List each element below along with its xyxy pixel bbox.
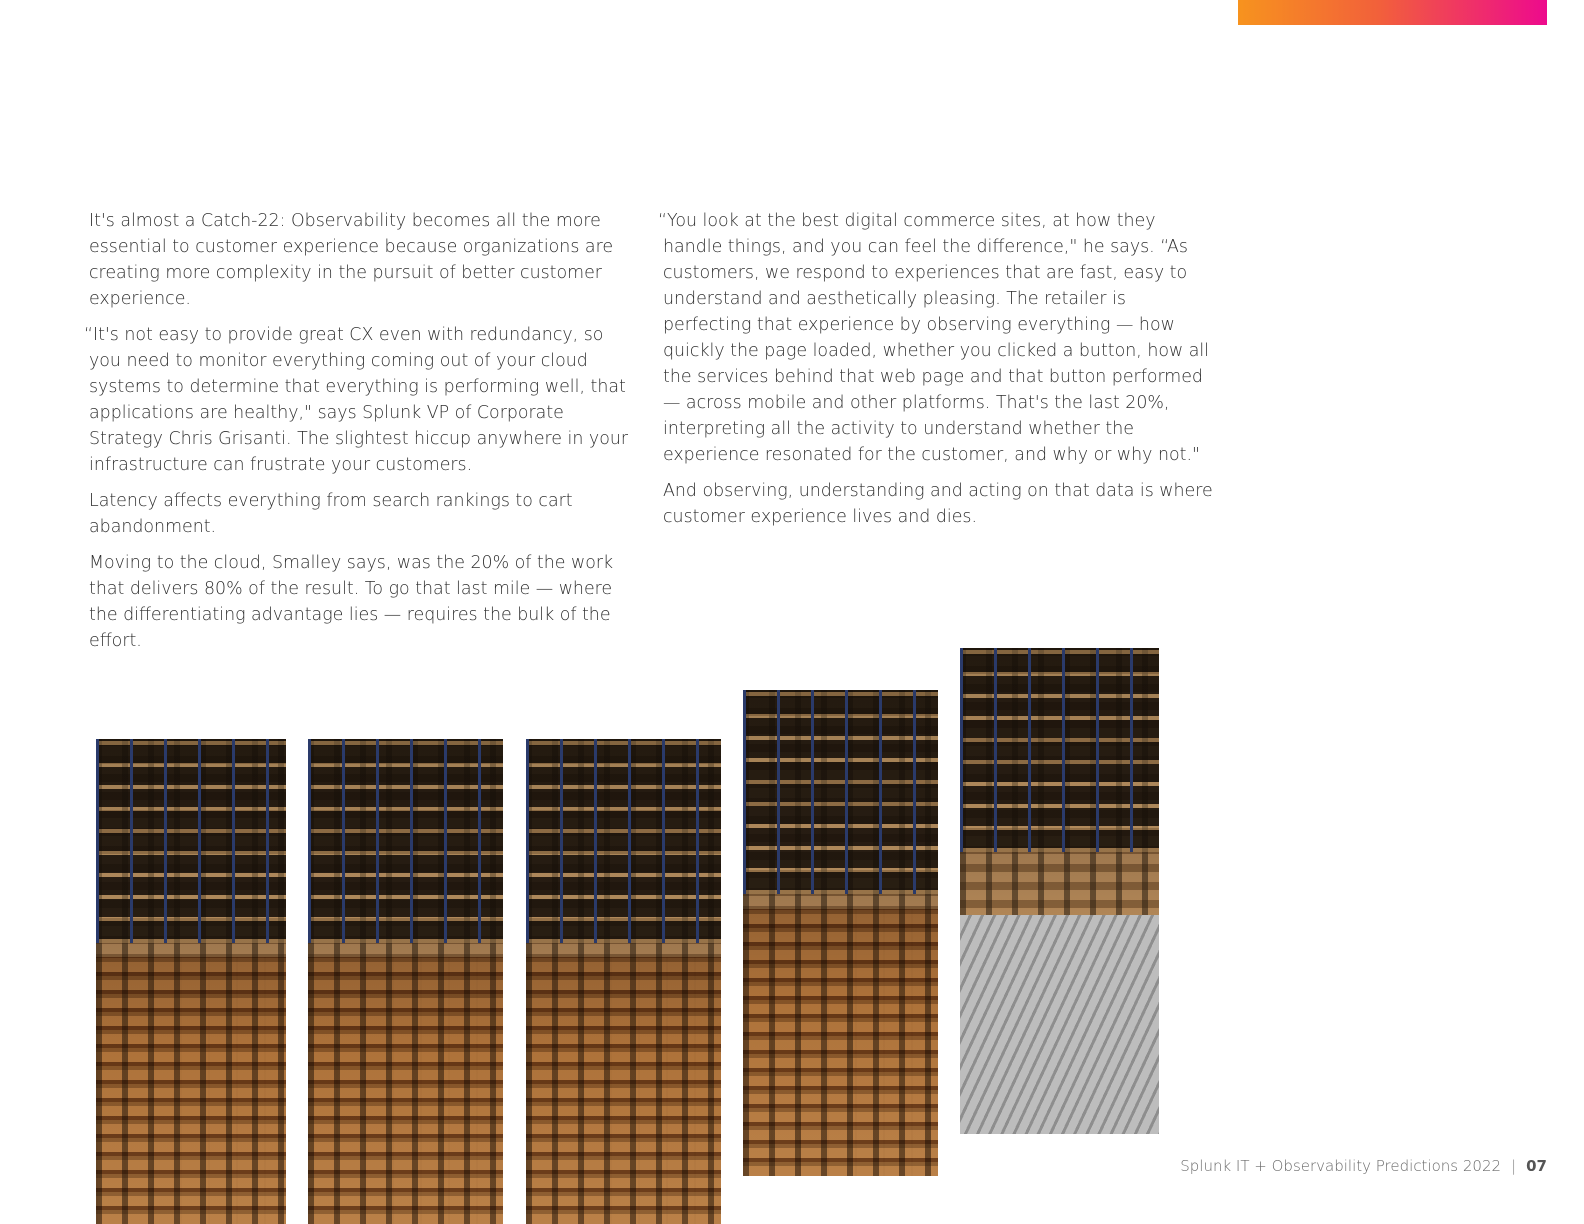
warehouse-photo-5 [960, 648, 1159, 1134]
paragraph: “You look at the best digital commerce sites, at how they handle things, and you can feel the difference," he says. “As customers, we respond to experiences that are fast, easy to understand and aesthetically pleasing. The retailer is perfecting that experience by observing everything — how quickly the page loaded, whether you clicked a button, how all the services behind that web page and that button performed — across mobile and other platforms. That's the last 20%, interpreting all the activity to understand whether the experience resonated for the customer, and why or why not." [658, 211, 1210, 465]
paragraph: And observing, understanding and acting on that data is where customer experience lives and dies. [663, 481, 1213, 527]
footer-separator: | [1511, 1157, 1517, 1175]
paragraph: Moving to the cloud, Smalley says, was the 20% of the work that delivers 80% of the result. To go that last mile — where the differentiating advantage lies — requires the bulk of the effort. [89, 553, 614, 651]
page-footer [1180, 1157, 1547, 1175]
right-text-column [658, 208, 1213, 540]
warehouse-photo-4 [743, 690, 938, 1176]
paragraph: Latency affects everything from search rankings to cart abandonment. [89, 491, 573, 537]
warehouse-photo-1 [96, 739, 286, 1224]
accent-gradient-bar [1238, 0, 1547, 25]
warehouse-photo-2 [308, 739, 503, 1224]
paragraph: It's almost a Catch-22: Observability becomes all the more essential to customer experience because organizations are creating more complexity in the pursuit of better customer experience. [89, 211, 614, 309]
paragraph: “It's not easy to provide great CX even with redundancy, so you need to monitor everything coming out of your cloud systems to determine that everything is performing well, that applications are healthy," says Splunk VP of Corporate Strategy Chris Grisanti. The slightest hiccup anywhere in your infrastructure can frustrate your customers. [84, 325, 629, 475]
left-text-column [84, 208, 629, 664]
page-number: 07 [1526, 1157, 1547, 1175]
warehouse-photo-3 [526, 739, 721, 1224]
document-title: Splunk IT + Observability Predictions 2022 [1180, 1157, 1502, 1175]
